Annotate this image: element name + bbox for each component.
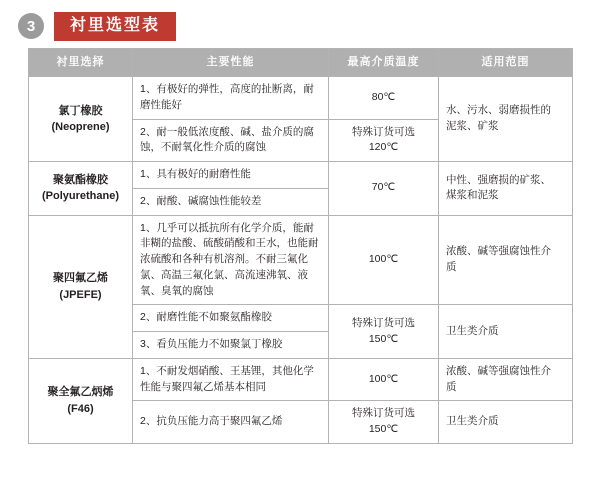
scope-cell: 卫生类介质 [439,305,573,359]
column-header-scope: 适用范围 [439,49,573,77]
performance-cell: 1、不耐发烟硝酸、王基锂，其他化学性能与聚四氟乙烯基本相同 [133,358,329,401]
material-cell-polyurethane: 聚氨酯橡胶 (Polyurethane) [29,162,133,216]
temperature-cell: 特殊订货可选 150℃ [329,305,439,359]
column-header-max-temperature: 最高介质温度 [329,49,439,77]
material-cell-ptfe: 聚四氟乙烯 (JPEFE) [29,215,133,358]
temperature-cell: 100℃ [329,215,439,305]
table-header-row [29,49,573,77]
section-number-badge: 3 [18,13,44,39]
temperature-cell: 80℃ [329,77,439,120]
scope-cell: 浓酸、碱等强腐蚀性介 质 [439,215,573,305]
temperature-cell: 100℃ [329,358,439,401]
page-title: 衬里选型表 [54,12,176,41]
page-header [0,0,600,42]
table-row [29,358,573,401]
table-container [0,42,600,444]
scope-cell: 水、污水、弱磨损性的 泥浆、矿浆 [439,77,573,162]
table-body [29,77,573,444]
lining-selection-table [28,48,573,444]
performance-cell: 1、具有极好的耐磨性能 [133,162,329,189]
table-row [29,215,573,305]
material-cell-f46: 聚全氟乙炳烯 (F46) [29,358,133,443]
scope-cell: 中性、强磨损的矿浆、 煤浆和泥浆 [439,162,573,216]
table-header [29,49,573,77]
performance-cell: 3、看负压能力不如聚氯丁橡胶 [133,332,329,359]
column-header-performance: 主要性能 [133,49,329,77]
performance-cell: 1、有极好的弹性，高度的扯断离，耐磨性能好 [133,77,329,120]
temperature-cell: 特殊订货可选 150℃ [329,401,439,444]
performance-cell: 2、耐酸、碱腐蚀性能较差 [133,188,329,215]
material-cell-neoprene: 氯丁橡胶 (Neoprene) [29,77,133,162]
performance-cell: 2、抗负压能力高于聚四氟乙烯 [133,401,329,444]
performance-cell: 1、几乎可以抵抗所有化学介质，能耐非糊的盐酸、硫酸硝酸和王水，也能耐浓硫酸和各种有机溶剂。不耐三氟化氯、高温三氟化氯、高流速沸氧、液氧、臭氧的腐蚀 [133,215,329,305]
scope-cell: 浓酸、碱等强腐蚀性介 质 [439,358,573,401]
temperature-cell: 70℃ [329,162,439,216]
column-header-material: 衬里选择 [29,49,133,77]
temperature-cell: 特殊订货可选 120℃ [329,119,439,162]
table-row [29,162,573,189]
table-row [29,77,573,120]
scope-cell: 卫生类介质 [439,401,573,444]
performance-cell: 2、耐磨性能不如聚氨酯橡胶 [133,305,329,332]
performance-cell: 2、耐一般低浓度酸、碱、盐介质的腐蚀，不耐氧化性介质的腐蚀 [133,119,329,162]
